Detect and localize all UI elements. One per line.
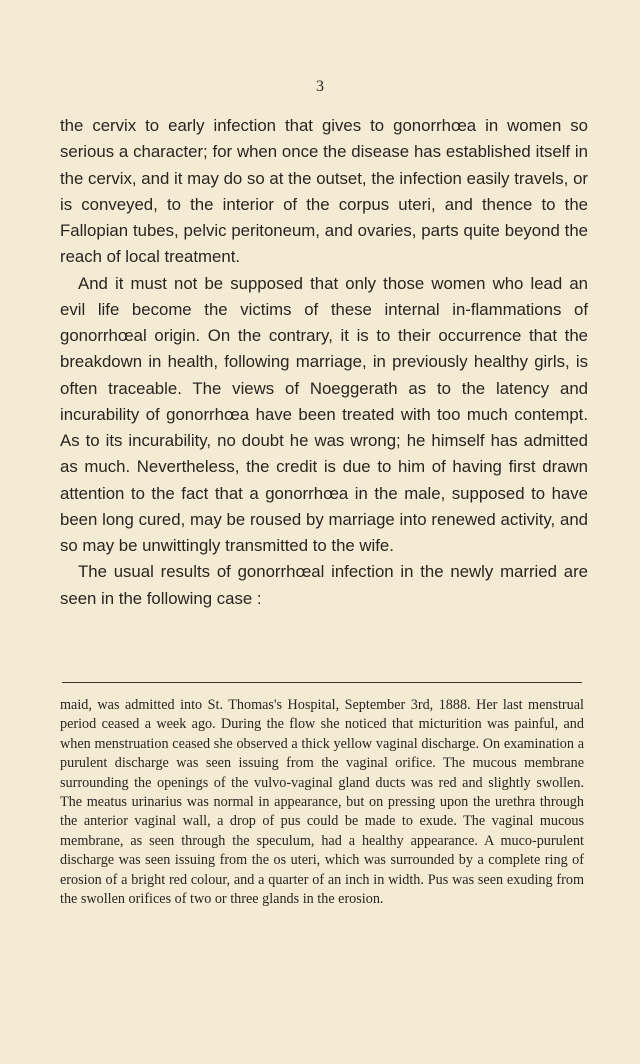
case-report-text: maid, was admitted into St. Thomas's Hospital, September 3rd, 1888. Her last menstrual period ceased a week ago. During the flow she noticed that micturition was painful, and when menstruation ceased she observed a thick yellow vaginal discharge. On examination a purulent discharge was seen issuing from the vaginal orifice. The mucous membrane surrounding the openings of the vulvo-vaginal gland ducts was red and slightly swollen. The meatus urinarius was normal in appearance, but on pressing upon the urethra through the anterior vaginal wall, a drop of pus could be made to exude. The vaginal mucous membrane, as seen through the speculum, had a healthy appearance. A muco-purulent discharge was seen issuing from the os uteri, which was surrounded by a complete ring of erosion of a bright red colour, and a quarter of an inch in width. Pus was seen exuding from the swollen orifices of two or three glands in the erosion. [60, 697, 584, 908]
case-report [60, 696, 584, 909]
page-number: 3 [316, 78, 324, 95]
paragraph: The usual results of gonorrhœal infection in the newly married are seen in the following case : [60, 562, 588, 608]
main-text [60, 113, 588, 612]
paragraph: And it must not be supposed that only those women who lead an evil life become the victims of these internal in-flammations of gonorrhœal origin. On the contrary, it is to their occurrence that the breakdown in health, following marriage, in previously healthy girls, is often traceable. The views of Noeggerath as to the latency and incurability of gonorrhœa have been treated with too much contempt. As to its incurability, no doubt he was wrong; he himself has admitted as much. Nevertheless, the credit is due to him of having first drawn attention to the fact that a gonorrhœa in the male, supposed to have been long cured, may be roused by marriage into renewed activity, and so may be unwittingly transmitted to the wife. [60, 273, 588, 555]
paragraph: the cervix to early infection that gives to gonorrhœa in women so serious a character; for when once the disease has established itself in the cervix, and it may do so at the outset, the infection easily travels, or is conveyed, to the interior of the corpus uteri, and thence to the Fallopian tubes, pelvic peritoneum, and ovaries, parts quite beyond the reach of local treatment. [60, 116, 588, 267]
section-divider [62, 682, 582, 683]
